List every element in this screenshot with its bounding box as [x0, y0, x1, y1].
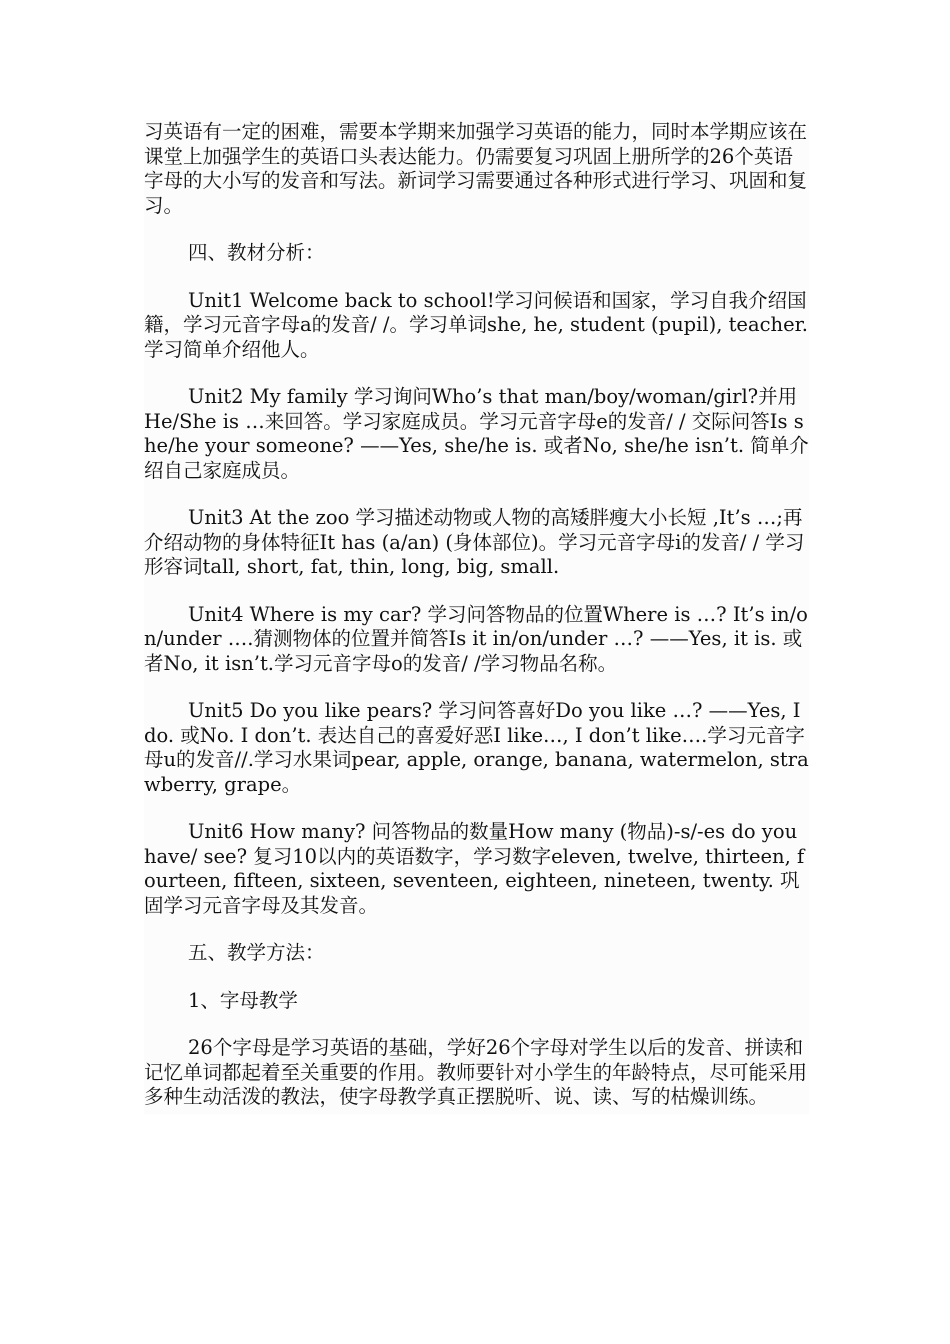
section-heading-textbook-analysis: 四、教材分析：: [188, 241, 325, 264]
paragraph-unit4: Unit4 Where is my car? 学习问答物品的位置Where is …? It’s in/on/under ….猜测物体的位置并简答Is it in/on/under …? ——Yes, it is. 或者No, it isn’t.学习元音字母o的发音/ /学习物品名称。: [144, 602, 808, 675]
paragraph-unit6: Unit6 How many? 问答物品的数量How many (物品)-s/-es do you have/ see? 复习10以内的英语数字，学习数字eleven, twelve, thirteen, fourteen, fifteen, sixteen, seventeen, eighteen, nineteen, twenty. 巩固学习元音字母及其发音。: [144, 820, 805, 917]
paragraph-unit2: Unit2 My family 学习询问Who’s that man/boy/woman/girl?并用He/She is …来回答。学习家庭成员。学习元音字母e的发音/ / 交际问答Is she/he your someone? ——Yes, she/he is. 或者No, she/he isn’t. 简单介绍自己家庭成员。: [144, 385, 809, 482]
paragraph-unit3: Unit3 At the zoo 学习描述动物或人物的高矮胖瘦大小长短 ,It’s …;再介绍动物的身体特征It has (a/an) (身体部位)。学习元音字母i的发音/ / 学习形容词tall, short, fat, thin, long, big, small.: [144, 506, 805, 578]
subheading-letter-teaching: 1、字母教学: [188, 988, 298, 1012]
document-page: [144, 120, 815, 1114]
section-heading-teaching-methods: 五、教学方法：: [188, 941, 325, 964]
paragraph-intro-continued: 习英语有一定的困难，需要本学期来加强学习英语的能力，同时本学期应该在课堂上加强学生的英语口头表达能力。仍需要复习巩固上册所学的26个英语字母的大小写的发音和写法。新词学习需要通过各种形式进行学习、巩固和复习。: [144, 120, 808, 217]
paragraph-unit1: Unit1 Welcome back to school!学习问候语和国家，学习自我介绍国籍，学习元音字母a的发音/ /。学习单词she, he, student (pupil), teacher. 学习简单介绍他人。: [144, 288, 815, 361]
paragraph-letter-teaching: 26个字母是学习英语的基础，学好26个字母对学生以后的发音、拼读和记忆单词都起着至关重要的作用。教师要针对小学生的年龄特点，尽可能采用多种生动活泼的教法，使字母教学真正摆脱听、说、读、写的枯燥训练。: [144, 1036, 808, 1108]
paragraph-unit5: Unit5 Do you like pears? 学习问答喜好Do you like …? ——Yes, I do. 或No. I don’t. 表达自己的喜爱好恶I like…, I don’t like….学习元音字母u的发音//.学习水果词pear, apple, orange, banana, watermelon, strawberry, grape。: [144, 699, 809, 796]
